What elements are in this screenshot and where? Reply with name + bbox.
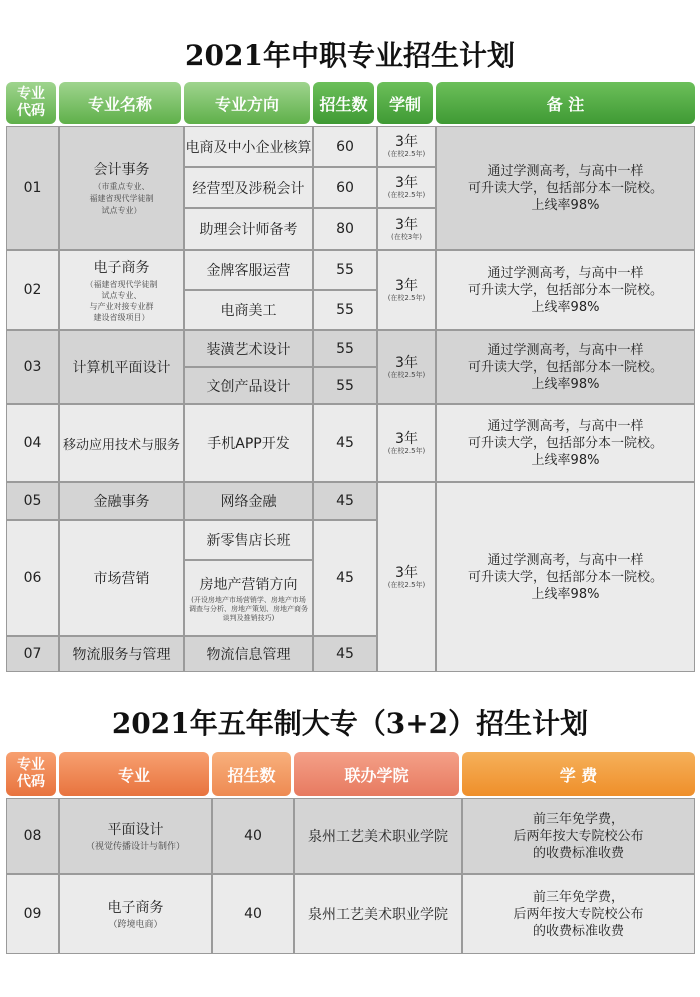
t2-header-college: 联办学院 bbox=[294, 752, 459, 796]
remark-line: 通过学测高考，与高中一样 bbox=[487, 265, 644, 281]
duration-years: 3年 bbox=[395, 175, 418, 191]
duration-years: 3年 bbox=[395, 564, 418, 581]
row07-major: 物流服务与管理 bbox=[59, 636, 184, 672]
row07-count: 45 bbox=[313, 636, 377, 672]
remark-line: 可升读大学，包括部分本一院校。 bbox=[467, 435, 663, 451]
header-code-line2: 代码 bbox=[17, 103, 45, 119]
remark-line: 上线率98% bbox=[531, 586, 600, 602]
row02-major-name: 电子商务 bbox=[93, 260, 150, 276]
remark-line: 上线率98% bbox=[531, 197, 600, 213]
row04-direction: 手机APP开发 bbox=[184, 404, 313, 482]
row01-duration-2 bbox=[377, 167, 436, 208]
duration-note: (在校2.5年) bbox=[387, 191, 426, 199]
row02-direction-2: 电商美工 bbox=[184, 290, 313, 330]
row01-direction-2: 经营型及涉税会计 bbox=[184, 167, 313, 208]
t2-header-code bbox=[6, 752, 56, 796]
row01-count-3: 80 bbox=[313, 208, 377, 250]
remark-line: 通过学测高考，与高中一样 bbox=[487, 342, 644, 358]
t2-row09-fee bbox=[462, 874, 695, 954]
duration-years: 3年 bbox=[395, 354, 418, 371]
row06-direction-2-note: (开设房地产市场营销学、房地产市场调查与分析、房地产策划、房地产商务谈判及推销技巧) bbox=[189, 595, 308, 622]
row01-direction-1: 电商及中小企业核算 bbox=[184, 126, 313, 167]
t2-row09-college: 泉州工艺美术职业学院 bbox=[294, 874, 462, 954]
row01-count-1: 60 bbox=[313, 126, 377, 167]
row05-code: 05 bbox=[6, 482, 59, 520]
t2-row09-major-note: （跨境电商） bbox=[108, 920, 163, 930]
row05-count: 45 bbox=[313, 482, 377, 520]
t2-header-code-line1: 专业 bbox=[17, 757, 45, 773]
fee-line: 的收费标准收费 bbox=[532, 845, 624, 861]
duration-years: 3年 bbox=[395, 277, 418, 294]
row01-major-note: （市重点专业、 福建省现代学徒制 试点专业） bbox=[89, 182, 154, 215]
header-code-line1: 专业 bbox=[17, 86, 45, 102]
row03-direction-2: 文创产品设计 bbox=[184, 367, 313, 404]
duration-years: 3年 bbox=[395, 216, 418, 233]
t2-row08-major bbox=[59, 798, 212, 874]
row03-major: 计算机平面设计 bbox=[59, 330, 184, 404]
fee-line: 前三年免学费， bbox=[532, 811, 624, 827]
row03-duration bbox=[377, 330, 436, 404]
header-direction: 专业方向 bbox=[184, 82, 310, 124]
duration-note: (在校2.5年) bbox=[387, 446, 426, 455]
duration-note: (在校2.5年) bbox=[387, 580, 426, 589]
row06-direction-2-name: 房地产营销方向 bbox=[199, 576, 298, 593]
t2-row08-count: 40 bbox=[212, 798, 294, 874]
fee-line: 的收费标准收费 bbox=[532, 923, 624, 939]
t2-row09-code: 09 bbox=[6, 874, 59, 954]
t2-row09-major-name: 电子商务 bbox=[107, 900, 164, 916]
row03-remark bbox=[436, 330, 695, 404]
remark-line: 可升读大学，包括部分本一院校。 bbox=[467, 282, 663, 298]
duration-note: (在校3年) bbox=[391, 232, 422, 241]
t2-header-major: 专业 bbox=[59, 752, 209, 796]
row04-major: 移动应用技术与服务 bbox=[59, 404, 184, 482]
row02-count-1: 55 bbox=[313, 250, 377, 290]
row01-direction-3: 助理会计师备考 bbox=[184, 208, 313, 250]
t2-row08-major-name: 平面设计 bbox=[107, 822, 164, 838]
t2-header-code-line2: 代码 bbox=[17, 774, 45, 790]
row04-code: 04 bbox=[6, 404, 59, 482]
row02-count-2: 55 bbox=[313, 290, 377, 330]
row03-count-1: 55 bbox=[313, 330, 377, 367]
remark-line: 可升读大学，包括部分本一院校。 bbox=[467, 569, 663, 585]
row02-duration bbox=[377, 250, 436, 330]
header-duration: 学制 bbox=[377, 82, 433, 124]
row06-code: 06 bbox=[6, 520, 59, 636]
row04-count: 45 bbox=[313, 404, 377, 482]
row01-count-2: 60 bbox=[313, 167, 377, 208]
remark-line: 可升读大学，包括部分本一院校。 bbox=[467, 180, 663, 196]
remark-line: 通过学测高考，与高中一样 bbox=[487, 418, 644, 434]
row01-remark bbox=[436, 126, 695, 250]
t2-row08-college: 泉州工艺美术职业学院 bbox=[294, 798, 462, 874]
table1-title: 2021年中职专业招生计划 bbox=[185, 39, 515, 72]
row01-major-name: 会计事务 bbox=[93, 162, 150, 178]
row06-direction-1: 新零售店长班 bbox=[184, 520, 313, 560]
remark-line: 上线率98% bbox=[531, 452, 600, 468]
row01-major bbox=[59, 126, 184, 250]
t2-row08-code: 08 bbox=[6, 798, 59, 874]
fee-line: 后两年按大专院校公布 bbox=[513, 906, 644, 922]
fee-line: 后两年按大专院校公布 bbox=[513, 828, 644, 844]
header-count: 招生数 bbox=[313, 82, 374, 124]
row06-direction-2 bbox=[184, 560, 313, 636]
row03-direction-1: 装潢艺术设计 bbox=[184, 330, 313, 367]
row03-code: 03 bbox=[6, 330, 59, 404]
row03-count-2: 55 bbox=[313, 367, 377, 404]
row02-major-note: （福建省现代学徒制 试点专业、 与产业对接专业群 建设省级项目） bbox=[85, 280, 158, 322]
fee-line: 前三年免学费， bbox=[532, 889, 624, 905]
remark-line: 上线率98% bbox=[531, 376, 600, 392]
header-remark: 备 注 bbox=[436, 82, 695, 124]
t2-row08-major-note: （视觉传播设计与制作） bbox=[85, 842, 185, 852]
row06-major: 市场营销 bbox=[59, 520, 184, 636]
row02-remark bbox=[436, 250, 695, 330]
row02-major bbox=[59, 250, 184, 330]
t2-row09-major bbox=[59, 874, 212, 954]
row07-direction: 物流信息管理 bbox=[184, 636, 313, 672]
t2-row08-fee bbox=[462, 798, 695, 874]
t2-header-fee: 学 费 bbox=[462, 752, 695, 796]
row04-duration bbox=[377, 404, 436, 482]
row02-direction-1: 金牌客服运营 bbox=[184, 250, 313, 290]
remark-line: 通过学测高考，与高中一样 bbox=[487, 552, 644, 568]
duration-note: (在校2.5年) bbox=[387, 370, 426, 379]
row01-duration-3 bbox=[377, 208, 436, 250]
t2-header-count: 招生数 bbox=[212, 752, 291, 796]
row07-code: 07 bbox=[6, 636, 59, 672]
t2-row09-count: 40 bbox=[212, 874, 294, 954]
remark-line: 可升读大学，包括部分本一院校。 bbox=[467, 359, 663, 375]
duration-years: 3年 bbox=[395, 430, 418, 447]
duration-years: 3年 bbox=[395, 134, 418, 150]
row01-code: 01 bbox=[6, 126, 59, 250]
row05-direction: 网络金融 bbox=[184, 482, 313, 520]
row04-remark bbox=[436, 404, 695, 482]
table2-title: 2021年五年制大专（3+2）招生计划 bbox=[111, 707, 589, 740]
remark-line: 上线率98% bbox=[531, 299, 600, 315]
remark-line: 通过学测高考，与高中一样 bbox=[487, 163, 644, 179]
row02-code: 02 bbox=[6, 250, 59, 330]
header-code bbox=[6, 82, 56, 124]
duration-note: (在校2.5年) bbox=[387, 293, 426, 302]
row01-duration-1 bbox=[377, 126, 436, 167]
duration-note: (在校2.5年) bbox=[387, 150, 426, 158]
rows05-07-duration bbox=[377, 482, 436, 672]
row06-count: 45 bbox=[313, 520, 377, 636]
row05-major: 金融事务 bbox=[59, 482, 184, 520]
header-major: 专业名称 bbox=[59, 82, 181, 124]
rows05-07-remark bbox=[436, 482, 695, 672]
